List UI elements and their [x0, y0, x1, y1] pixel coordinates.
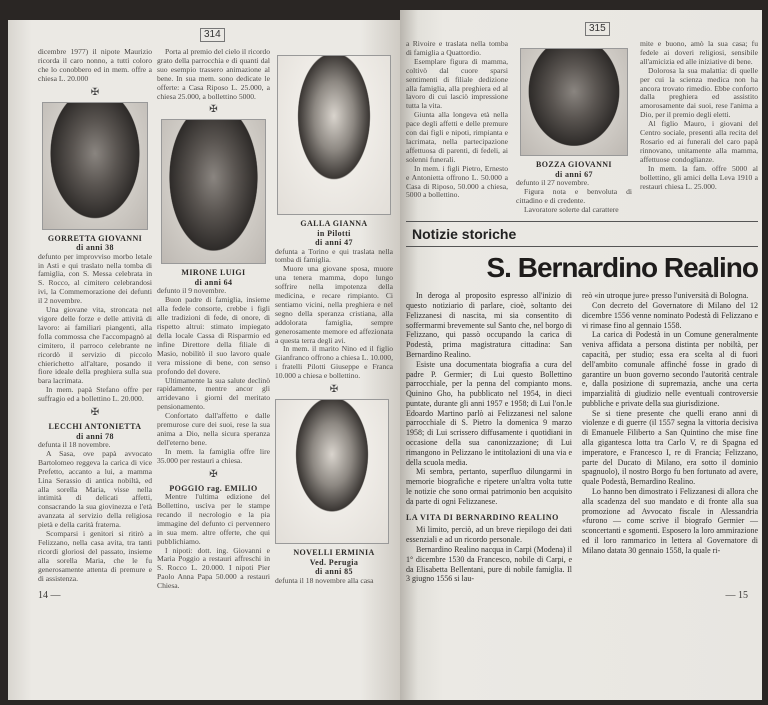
left-column-2 [157, 48, 270, 591]
cross-icon: ✠ [90, 86, 100, 98]
photo-novelli [275, 399, 389, 544]
col1-intro: dicembre 1977) il nipote Maurizio ricorda il caro nonno, a tutti coloro che lo conobbero ed in mem. offre a chiesa L. 20.000 [38, 47, 152, 83]
divider [406, 221, 758, 223]
cross-icon: ✠ [209, 104, 218, 116]
photo-galla [277, 55, 391, 215]
right-page-flow [406, 40, 758, 602]
photo-mirone [161, 119, 266, 264]
left-column-3 [275, 55, 393, 586]
obituary-name: GORRETTA GIOVANNI di anni 38 [47, 233, 143, 253]
obituaries-row [406, 40, 758, 215]
page-number: — 15 [725, 590, 748, 602]
article-column-left: In deroga al proposito espresso all'inizio di questo notiziario di parlare, cioè, soltanto dei Felizzanesi di nascita, mi sia consentito di soffermarmi brevemente sul Santo che, nel borgo di Felizzano, qui passò occupando la carica di Podestà, prima magistratura cittadina: San Bernardino Realino. Esiste una documentata biografia a cura del padre P. Germier; di Lui questo Bollettino parrocchiale, per la penna del compianto mons. Quinino Gho, ha pubblicato nel 1954, in dieci puntate, durante gli anni 1957 e 1958; di Lui l'on.le Edoardo Martino parlò ai Felizzanesi nel salone parrocchiale di S. Pietro la domenica 9 marzo 1958; di Lui scrissero diffusamente i quotidiani in occasione della sua canonizzazione; di Lui rimangono in Pelizzano le intitolazioni di una via e della scuola media. Mi sembra, pertanto, superfluo dilungarmi in memorie biografiche e ripetere un'altra volta tutte le notizie che sono ormai patrimonio ben acquisito da parte di ogni Felizzanese. LA VITA DI BERNARDINO REALINO Mi limito, perciò, ad un breve riepilogo dei dati essenziali e ad un ricordo personale. Bernardino Realino nacqua in Carpi (Modena) il 1° dicembre 1530 da Francesco, nobile di Carpi, e da Elisabetta Bellentani, pure di nobile famiglia. Il 3 giugno 1556 si lau- [406, 291, 572, 584]
obituary-text: defunta a Torino e qui traslata nella tomba di famiglia. Muore una giovane sposa, muore una tenera mamma, dopo lungo soffrire nella impotenza della medicina, e recare rimpianto. Ci sentiamo vicini, nella preghiera e nel segno della speranza cristiana, alla addolorata famiglia, sempre generosamente memore ed affezionata a questa terra degli avi. In mem. il marito Nino ed il figlio Gianfranco offrono a chiesa L. 10.000, i fratelli Pilotti Giuseppe e Franca 10.000 a chiesa e bollettino. [275, 246, 393, 381]
obituary-name: MIRONE LUIGI di anni 64 [181, 268, 246, 287]
page-label-right: 315 [585, 22, 610, 36]
obituary-text: defunto il 27 novembre. Figura nota e benvoluta di cittadino e di credente. Lavoratore solerte dal carattere [516, 178, 632, 214]
col3-text: mite e buono, amò la sua casa; fu fedele ai doveri religiosi, sensibile all'amicizia ed alle iniziative di bene. Dolorosa la sua malattia: di quelle per cui la scienza medica non ha ancora trovato rimedio. Ebbe conforto dalla preghiera ed assistito amorosamente dai suoi, rese l'anima a Dio, per il premio degli eletti. Al figlio Mauro, i giovani del Centro sociale, presenti alla recita del Rosario ed ai funerali del caro papà rinnovano, unitamente alla mamma, affettuose condoglianze. In mem. la fam. offre 5000 al bollettino, gli amici della Leva 1910 a restauri chiesa L. 25.000. [640, 39, 758, 191]
cross-icon: ✠ [90, 407, 100, 419]
obituary-text: defunta il 18 novembre. A Sasa, ove papà avvocato Bartolomeo reggeva la carica di vice Prefetto, accanto a lui, a mamma Lina Serassio di antica nobiltà, ed alla sorella Maria, visse nella intimità di delicati affetti, consacrando la sua giovinezza e l'età avanzata al servizio della religiosa pietà e della carità fraterna. Scomparsi i genitori si ritirò a Felizzano, nella casa avita, tra tanti ricordi gloriosi del passato, insieme alla sorella Maria, che le fu generosamente attenta di premure e di assistenza. [38, 440, 152, 583]
cross-icon: ✠ [209, 468, 218, 480]
article-body [406, 291, 758, 584]
obituary-text: defunto il 9 novembre. Buon padre di famiglia, insieme alla fedele consorte, crebbe i figli alle tradizioni di fede, di onore, di rispetto altrui: stimato impiegato della locale Cassa di Risparmio ed infine Direttore della filiale di Masio, nobilitò il suo lavoro quale vera missione di bene, con senso profondo del dovere. Ultimamente la sua salute declinò rapidamente, mentre ancor gli arridevano i giorni del meritato pensionamento. Confortato dall'affetto e dalle premurose cure dei suoi, rese la sua anima a Dio, nella sicura speranza dell'eterno bene. In mem. la famiglia offre lire 35.000 per restauri a chiesa. [157, 286, 270, 465]
obituary-name: NOVELLI ERMINIA Ved. Perugia di anni 85 [293, 548, 375, 577]
photo-goretta [42, 102, 148, 230]
page-number: 14 — [38, 589, 61, 601]
col1-text: a Rivoire e traslata nella tomba di famiglia a Quattordio. Esemplare figura di mamma, coltivò dal cuore sparsi sentimenti di filiale dedizione alla famiglia, alla preghiera ed al lavoro di cui lasciò impressione tutta la vita. Giunta alla longeva età nella pace degli affetti e delle premure con dai figli e nipoti, rimpianta e lacrimata, nella partecipazione affettuosa di parenti, di fedeli, ai solenni funerali. In mem. i figli Pietro, Ernesto e Antonietta offrono L. 50.000 a Casa di Riposo, 50.000 a chiesa, 5000 a bollettino. [406, 39, 508, 200]
obituary-text: Mentre l'ultima edizione del Bollettino, uscìva per le stampe recando il necrologio e la pia immagine del defunto ci pervennero in sua mem. altre offerte, che qui pubblichiamo. I nipoti: dott. ing. Giovanni e Maria Poggio a restauri affreschi in S. Rocco L. 20.000. I nipoti Pier Paolo Anna Papa 50.000 a restauri Chiesa. [157, 492, 270, 591]
col2-intro: Porta al premio del cielo il ricordo grato della parrocchia e di quanti dal suo esempio trassero animazione al bene. In sua mem. sono dedicate le offerte: a Casa Riposo L. 25.000, a chiesa 25.000, a bollettino 5000. [157, 47, 270, 101]
bozza-obituary [516, 40, 632, 215]
left-column-1 [38, 48, 152, 602]
obituary-name: LECCHI ANTONIETTA di anni 78 [48, 422, 142, 441]
obituary-name: BOZZA GIOVANNI di anni 67 [536, 160, 612, 179]
page-label-left: 314 [200, 28, 225, 42]
divider [406, 246, 758, 247]
cross-icon: ✠ [329, 384, 339, 396]
photo-bozza [520, 48, 628, 156]
section-heading: Notizie storiche [412, 226, 517, 243]
obituary-text: defunto per improvviso morbo letale in Asti e qui traslato nella tomba di famiglia, con S. Messa celebrata in S. Rocco, al cimitero celebrandosi ivi, la Commemorazione dei defunti il 2 novembre. Una giovane vita, stroncata nel vigore delle forze e delle attività di lavoro: ai familiari piangenti, alla folla commossa che l'accompagnò al cimitero, il parroco celebrante ne ricordò il servizio di piccolo chierichetto all'altare, posando il fiore ideale della preghiera sulla sua bara lacrimata. In mem. papà Stefano offre per suffragio ed a bollettino L. 20.000. [38, 251, 152, 404]
obituary-name: POGGIO rag. EMILIO [169, 483, 258, 493]
obituary-text: defunta il 18 novembre alla casa [275, 575, 374, 585]
article-column-right: reò «in utroque jure» presso l'università di Bologna. Con decreto del Governatore di Milano del 12 dicembre 1556 venne nominato Podestà di Felizzano e vi rimase fino al gennaio 1558. La carica di Podestà in un Comune generalmente veniva affidata a persona distinta per nobiltà, per capacità, per studio; essa era scelta al di fuori dell'ambito comunale affinché fosse in grado di garantire un buon governo secondo l'autorità centrale e, dalla posizione di supremazia, anche una certa imparzialità di giudizio nelle eventuali controversie pubbliche e private della sua giurisdizione. Se si tiene presente che quelli erano anni di violenze e di guerre (il 1557 segna la vittoria decisiva di Emanuele Filiberto a San Quintino che mise fine alla gigantesca lotta tra Carlo V, re di Spagna ed imperatore, e Francesco I, re di Francia; Felizzano, parte del Ducato di Milano, era sotto il dominio spagnuolo), il nostro Borgo fu ben fortunato ad avere, quale Podestà, Bernardino Realino. Lo hanno ben dimostrato i Felizzanesi di allora che alla scadenza del suo mandato e di fronte alla sua promozione ad Avvocato fiscale in Alessandria «furono — come scrive il biografo Germier — sconcertanti e sgomenti. Esposero la loro ammirazione ed il loro rammarico in lettera al Governatore di Milano datata 30 gennaio 1558, la quale ri- [582, 291, 758, 555]
article-title: S. Bernardino Realino [486, 252, 758, 284]
obituary-name: GALLA GIANNA in Pilotti di anni 47 [300, 219, 368, 247]
